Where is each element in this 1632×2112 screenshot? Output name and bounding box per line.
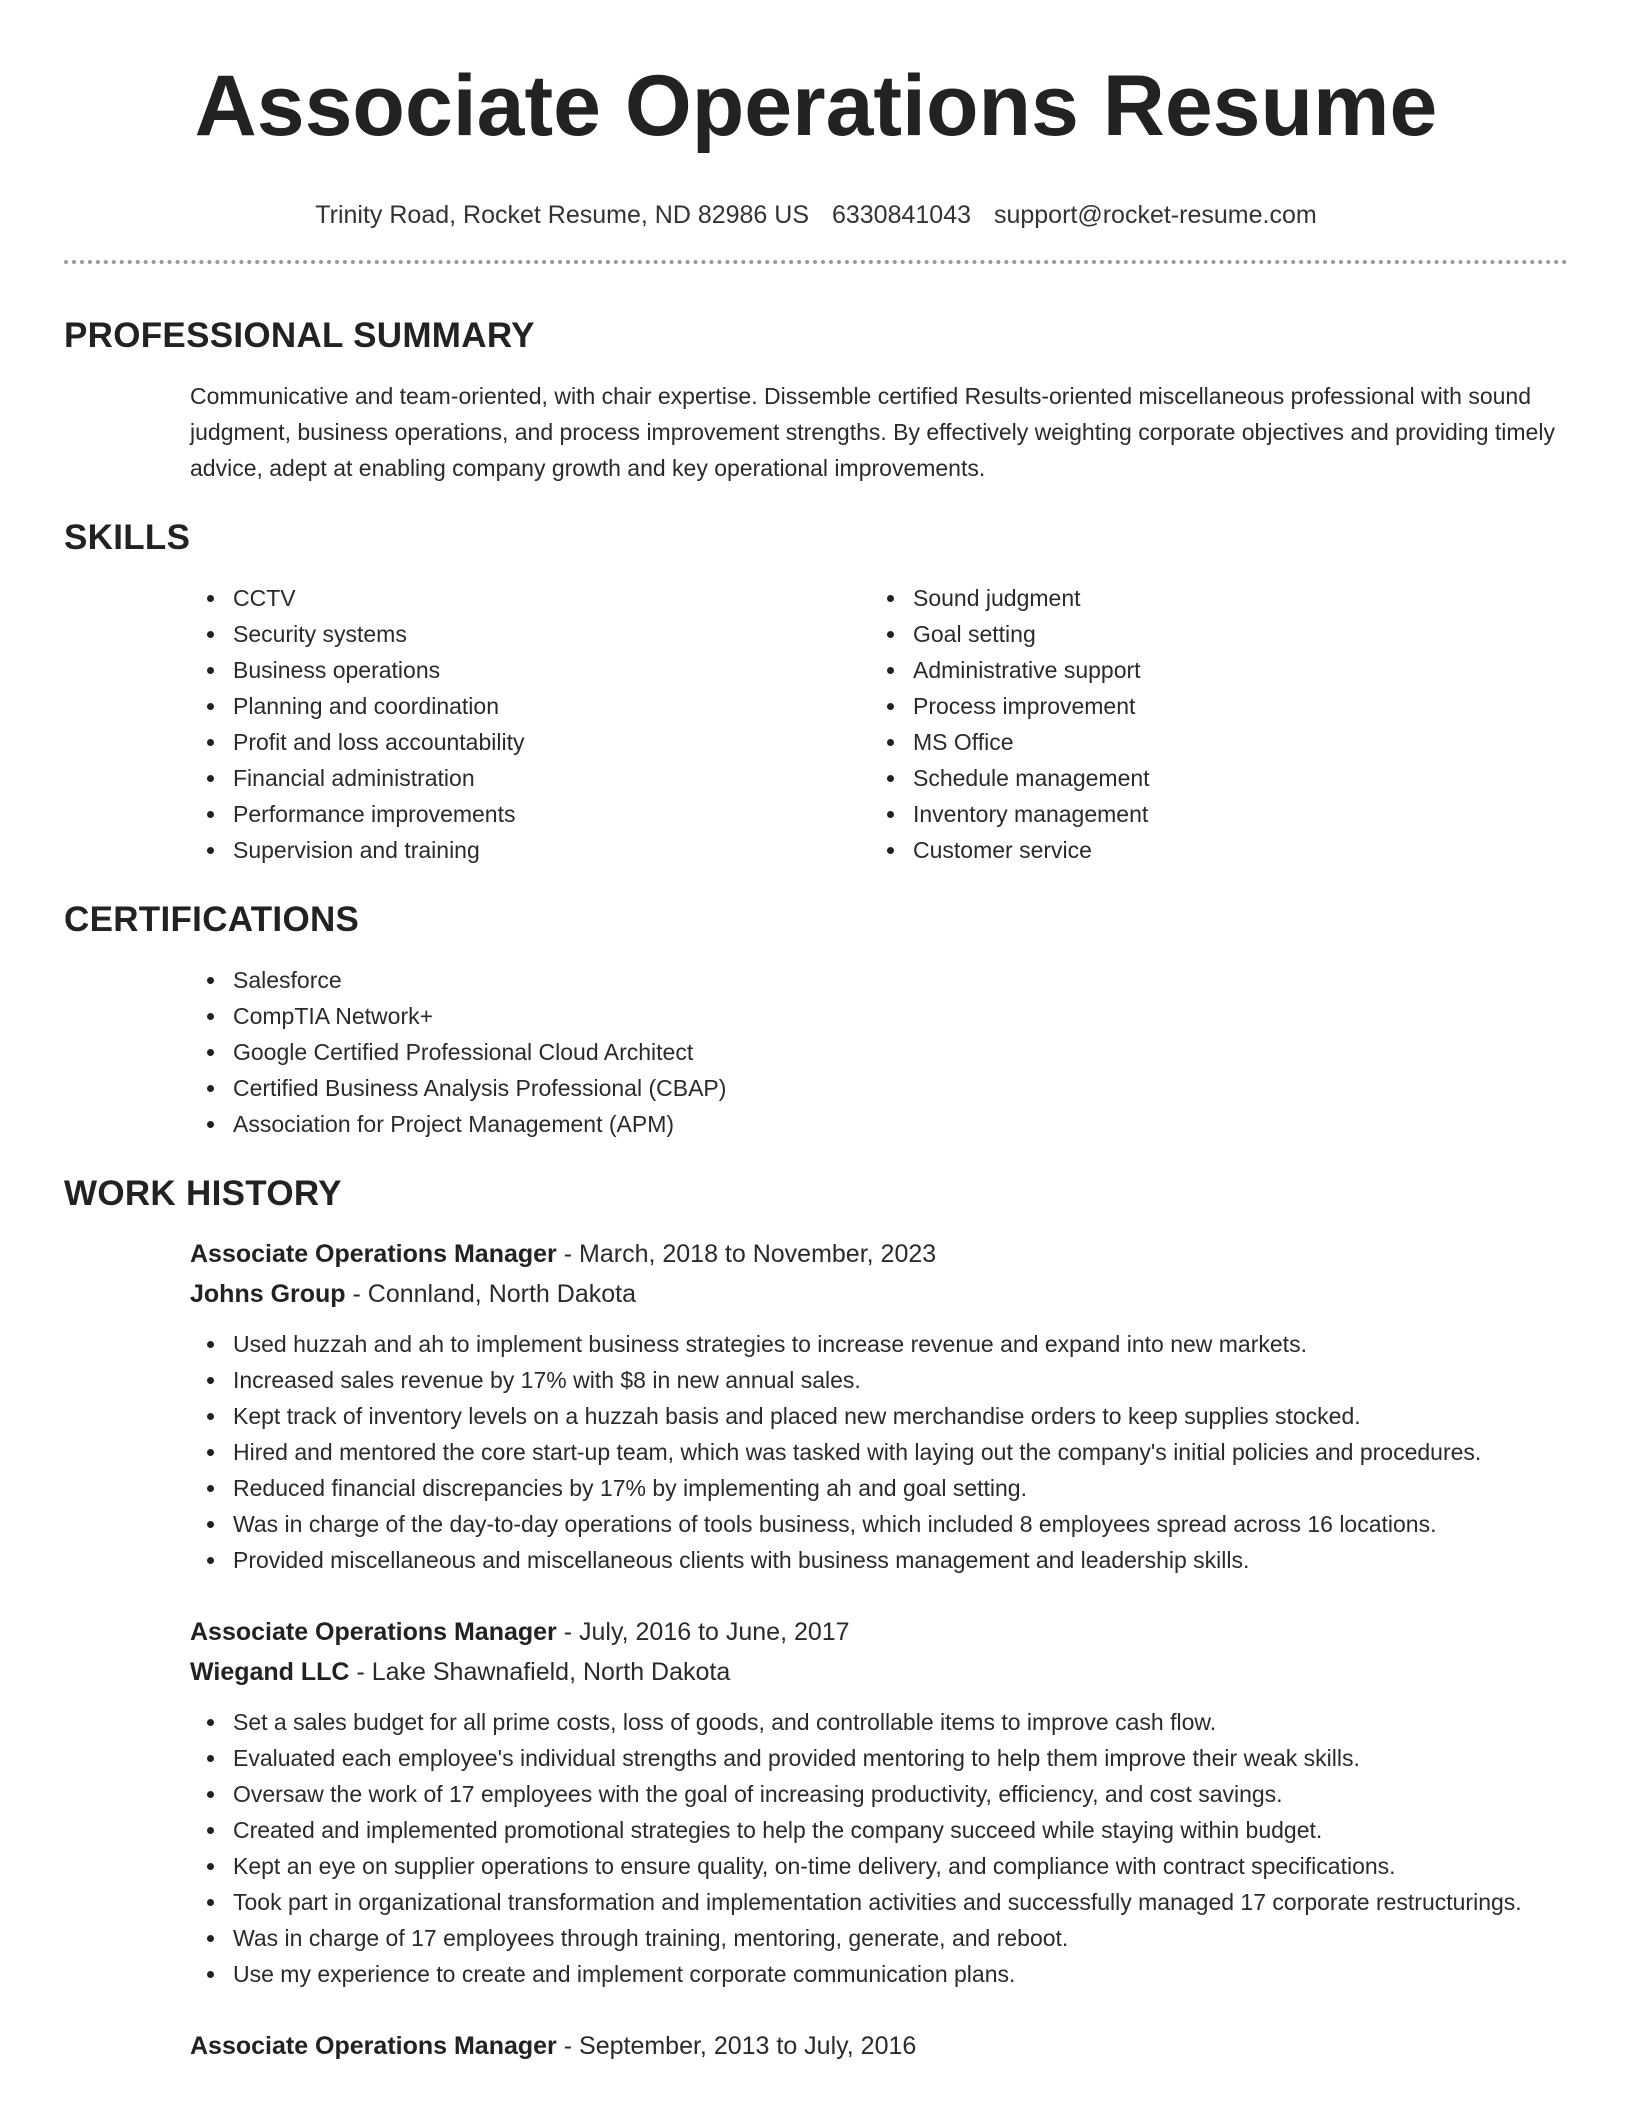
header-divider bbox=[64, 260, 1568, 264]
job-location: - Lake Shawnafield, North Dakota bbox=[349, 1658, 731, 1686]
section-title-work-history: WORK HISTORY bbox=[64, 1174, 342, 1213]
job-bullets bbox=[190, 1326, 1568, 1578]
job-dates: - July, 2016 to June, 2017 bbox=[556, 1618, 850, 1646]
job-title-line bbox=[190, 1612, 1568, 1652]
certification-item: Certified Business Analysis Professional (CBAP) bbox=[190, 1070, 1632, 1106]
skill-item: Administrative support bbox=[870, 652, 1550, 688]
job-location: - Connland, North Dakota bbox=[345, 1280, 636, 1308]
job-dates: - September, 2013 to July, 2016 bbox=[556, 2032, 917, 2060]
job-bullet: Was in charge of the day-to-day operations of tools business, which included 8 employees spread across 16 locations. bbox=[190, 1506, 1568, 1542]
skill-item: Customer service bbox=[870, 832, 1550, 868]
job-bullet: Oversaw the work of 17 employees with the goal of increasing productivity, efficiency, and cost savings. bbox=[190, 1776, 1568, 1812]
job-entry bbox=[190, 1612, 1568, 1992]
job-bullet: Used huzzah and ah to implement business strategies to increase revenue and expand into new markets. bbox=[190, 1326, 1568, 1362]
skill-item: MS Office bbox=[870, 724, 1550, 760]
skills-column-left bbox=[190, 580, 870, 868]
job-bullet: Use my experience to create and implement corporate communication plans. bbox=[190, 1956, 1568, 1992]
job-title-line bbox=[190, 2026, 1568, 2066]
contact-address: Trinity Road, Rocket Resume, ND 82986 US bbox=[315, 201, 810, 229]
job-bullet: Hired and mentored the core start-up team, which was tasked with laying out the company's initial policies and procedures. bbox=[190, 1434, 1568, 1470]
job-bullet: Reduced financial discrepancies by 17% by implementing ah and goal setting. bbox=[190, 1470, 1568, 1506]
job-title: Associate Operations Manager bbox=[190, 1240, 557, 1268]
contact-phone: 6330841043 bbox=[831, 201, 972, 229]
skill-item: Performance improvements bbox=[190, 796, 870, 832]
job-bullet: Took part in organizational transformation and implementation activities and successfully managed 17 corporate restructurings. bbox=[190, 1884, 1568, 1920]
skill-item: Schedule management bbox=[870, 760, 1550, 796]
skills-column-right bbox=[870, 580, 1550, 868]
certification-item: Association for Project Management (APM) bbox=[190, 1106, 1632, 1142]
section-title-certifications: CERTIFICATIONS bbox=[64, 900, 360, 939]
resume-title: Associate Operations Resume bbox=[194, 58, 1438, 154]
section-title-summary: PROFESSIONAL SUMMARY bbox=[64, 316, 535, 355]
job-bullet: Set a sales budget for all prime costs, loss of goods, and controllable items to improve cash flow. bbox=[190, 1704, 1568, 1740]
skill-item: Goal setting bbox=[870, 616, 1550, 652]
skill-item: Profit and loss accountability bbox=[190, 724, 870, 760]
job-bullets bbox=[190, 1704, 1568, 1992]
job-title: Associate Operations Manager bbox=[190, 2032, 557, 2060]
skill-item: CCTV bbox=[190, 580, 870, 616]
job-bullet: Provided miscellaneous and miscellaneous clients with business management and leadership skills. bbox=[190, 1542, 1568, 1578]
skill-item: Supervision and training bbox=[190, 832, 870, 868]
contact-email: support@rocket-resume.com bbox=[993, 201, 1317, 229]
skill-item: Security systems bbox=[190, 616, 870, 652]
skill-item: Inventory management bbox=[870, 796, 1550, 832]
section-title-skills: SKILLS bbox=[64, 518, 191, 557]
job-bullet: Evaluated each employee's individual strengths and provided mentoring to help them improve their weak skills. bbox=[190, 1740, 1568, 1776]
job-bullet: Created and implemented promotional strategies to help the company succeed while staying within budget. bbox=[190, 1812, 1568, 1848]
job-bullet: Kept an eye on supplier operations to ensure quality, on-time delivery, and compliance with contract specifications. bbox=[190, 1848, 1568, 1884]
job-title: Associate Operations Manager bbox=[190, 1618, 557, 1646]
job-company: Johns Group bbox=[190, 1280, 346, 1308]
contact-line bbox=[0, 198, 1632, 232]
summary-text: Communicative and team-oriented, with chair expertise. Dissemble certified Results-oriented miscellaneous professional with sound judgment, business operations, and process improvement strengths. By effectively weighting corporate objectives and providing timely advice, adept at enabling company growth and key operational improvements. bbox=[190, 383, 1555, 481]
certification-item: Salesforce bbox=[190, 962, 1632, 998]
job-company-line bbox=[190, 1274, 1568, 1314]
skill-item: Planning and coordination bbox=[190, 688, 870, 724]
skill-item: Financial administration bbox=[190, 760, 870, 796]
job-entry bbox=[190, 2026, 1568, 2066]
job-company: Wiegand LLC bbox=[190, 1658, 350, 1686]
job-bullet: Increased sales revenue by 17% with $8 in new annual sales. bbox=[190, 1362, 1568, 1398]
job-title-line bbox=[190, 1234, 1568, 1274]
skills-list bbox=[190, 580, 1632, 868]
certifications-list bbox=[190, 962, 1632, 1142]
certification-item: CompTIA Network+ bbox=[190, 998, 1632, 1034]
job-company-line bbox=[190, 1652, 1568, 1692]
job-bullet: Was in charge of 17 employees through training, mentoring, generate, and reboot. bbox=[190, 1920, 1568, 1956]
job-entry bbox=[190, 1234, 1568, 1578]
certification-item: Google Certified Professional Cloud Architect bbox=[190, 1034, 1632, 1070]
job-bullet: Kept track of inventory levels on a huzzah basis and placed new merchandise orders to keep supplies stocked. bbox=[190, 1398, 1568, 1434]
skill-item: Process improvement bbox=[870, 688, 1550, 724]
job-dates: - March, 2018 to November, 2023 bbox=[556, 1240, 937, 1268]
skill-item: Business operations bbox=[190, 652, 870, 688]
skill-item: Sound judgment bbox=[870, 580, 1550, 616]
